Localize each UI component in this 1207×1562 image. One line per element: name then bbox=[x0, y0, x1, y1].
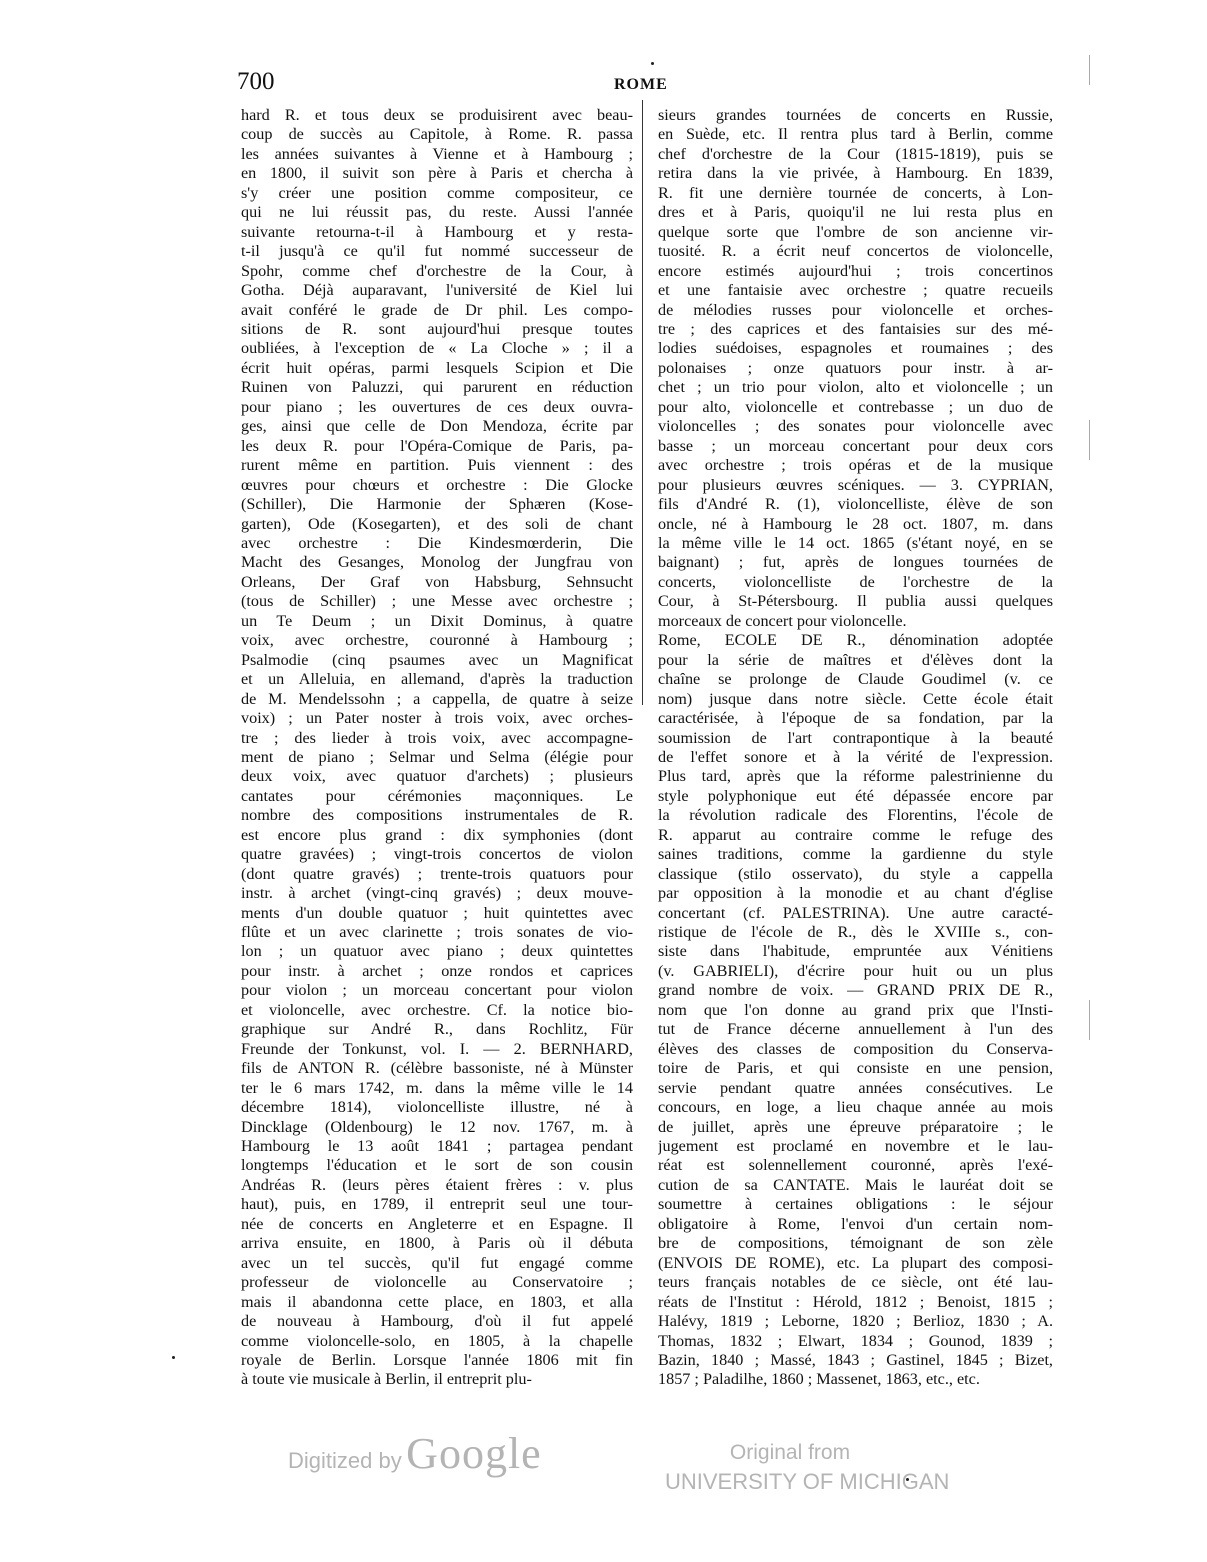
text-line: Spohr, comme chef d'orchestre de la Cour, à bbox=[241, 261, 633, 280]
text-line: de mélodies russes pour violoncelle et orches- bbox=[658, 300, 1053, 319]
text-line: (tous de Schiller) ; une Messe avec orchestre ; bbox=[241, 592, 633, 611]
google-watermark bbox=[288, 1428, 542, 1479]
text-line: avec un tel succès, qu'il fut engagé comme bbox=[241, 1253, 633, 1272]
text-line: la même ville le 14 oct. 1865 (s'étant noyé, en se bbox=[658, 533, 1053, 552]
text-line: t-il jusqu'à ce qu'il fut nommé successeur de bbox=[241, 242, 633, 261]
text-line: saines traditions, comme la gardienne du style bbox=[658, 845, 1053, 864]
text-line: style polyphonique eut été dépassée encore par bbox=[658, 786, 1053, 805]
text-line: ments d'un double quatuor ; huit quintettes avec bbox=[241, 903, 633, 922]
margin-line bbox=[1089, 55, 1090, 85]
text-line: tut de France décerne annuellement à l'un des bbox=[658, 1020, 1053, 1039]
text-line: nom) jusque dans notre siècle. Cette école était bbox=[658, 689, 1053, 708]
text-line: cution de sa CANTATE. Mais le lauréat doit se bbox=[658, 1175, 1053, 1194]
text-line: instr. à archet (vingt-cinq gravés) ; deux mouve- bbox=[241, 884, 633, 903]
text-line: classique (stilo osservato), du style a cappella bbox=[658, 864, 1053, 883]
text-line: lon ; un quatuor avec piano ; deux quintettes bbox=[241, 942, 633, 961]
google-logo: Google bbox=[406, 1429, 542, 1478]
text-line: baignant) ; fut, après de longues tournées de bbox=[658, 553, 1053, 572]
text-line: voix, avec orchestre, couronné à Hambourg ; bbox=[241, 631, 633, 650]
text-line: Macht des Gesanges, Monolog der Jungfrau von bbox=[241, 553, 633, 572]
text-line: deux voix, avec quatuor d'archets) ; plusieurs bbox=[241, 767, 633, 786]
text-line: quatre gravées) ; vingt-trois concertos de violon bbox=[241, 845, 633, 864]
text-line: R. apparut au contraire comme le refuge des bbox=[658, 825, 1053, 844]
text-line: cantates pour cérémonies maçonniques. Le bbox=[241, 786, 633, 805]
text-line: tre ; des caprices et des fantaisies sur des mé- bbox=[658, 319, 1053, 338]
text-line: pour la série de maîtres et d'élèves dont la bbox=[658, 650, 1053, 669]
text-line: voix) ; un Pater noster à trois voix, avec orches- bbox=[241, 709, 633, 728]
text-line: nombre des compositions instrumentales de R. bbox=[241, 806, 633, 825]
text-line: par opposition à la monodie et au chant d'église bbox=[658, 884, 1053, 903]
text-line: (v. GABRIELI), d'écrire pour huit ou un plus bbox=[658, 961, 1053, 980]
text-line: tre ; des lieder à trois voix, avec accompagne- bbox=[241, 728, 633, 747]
text-line: Freunde der Tonkunst, vol. I. — 2. BERNHARD, bbox=[241, 1039, 633, 1058]
text-line: Plus tard, après que la réforme palestrinienne du bbox=[658, 767, 1053, 786]
text-line: les deux R. pour l'Opéra-Comique de Paris, pa- bbox=[241, 436, 633, 455]
text-line: nom que l'on donne au grand prix que l'Insti- bbox=[658, 1000, 1053, 1019]
text-line: Thomas, 1832 ; Elwart, 1834 ; Gounod, 1839 ; bbox=[658, 1331, 1053, 1350]
text-line: pour alto, violoncelle et contrebasse ; un duo de bbox=[658, 397, 1053, 416]
text-line: et une fantaisie avec orchestre ; quatre recueils bbox=[658, 281, 1053, 300]
library-watermark bbox=[665, 1438, 950, 1496]
text-line: Halévy, 1819 ; Leborne, 1820 ; Berlioz, 1830 ; A. bbox=[658, 1312, 1053, 1331]
text-line: garten), Ode (Kosegarten), et des soli de chant bbox=[241, 514, 633, 533]
text-line: (dont quatre gravés) ; trente-trois quatuors pour bbox=[241, 864, 633, 883]
text-line: chet ; un trio pour violon, alto et violoncelle ; un bbox=[658, 378, 1053, 397]
text-line: réats de l'Institut : Hérold, 1812 ; Benoist, 1815 ; bbox=[658, 1292, 1053, 1311]
text-line: sieurs grandes tournées de concerts en Russie, bbox=[658, 106, 1053, 124]
text-line: ment de piano ; Selmar und Selma (élégie pour bbox=[241, 747, 633, 766]
text-line: pour piano ; les ouvertures de ces deux ouvra- bbox=[241, 397, 633, 416]
right-column bbox=[658, 106, 1053, 1390]
text-line: en 1800, il suivit son père à Paris et chercha à bbox=[241, 164, 633, 183]
text-line: Cour, à St-Pétersbourg. Il publia aussi quelques bbox=[658, 592, 1053, 611]
text-line: décembre 1814), violoncelliste illustre, né à bbox=[241, 1098, 633, 1117]
text-line: concertant (cf. PALESTRINA). Une autre caracté- bbox=[658, 903, 1053, 922]
text-line: quelque sorte que l'ombre de son ancienne vir- bbox=[658, 222, 1053, 241]
text-line: née de concerts en Angleterre et en Espagne. Il bbox=[241, 1214, 633, 1233]
text-line: jugement est proclamé en novembre et le lau- bbox=[658, 1137, 1053, 1156]
text-line: Bazin, 1840 ; Massé, 1843 ; Gastinel, 1845 ; Bizet, bbox=[658, 1351, 1053, 1369]
text-line: suivante retourna-t-il à Hambourg et y resta- bbox=[241, 222, 633, 241]
text-line: basse ; un morceau concertant pour deux cors bbox=[658, 436, 1053, 455]
text-line: teurs français notables de ce siècle, ont été lau- bbox=[658, 1273, 1053, 1292]
text-line: ristique de l'école de R., dès le XVIIIe s., con- bbox=[658, 923, 1053, 942]
text-line: (ENVOIS DE ROME), etc. La plupart des composi- bbox=[658, 1253, 1053, 1272]
text-line: Hambourg le 13 août 1841 ; partagea pendant bbox=[241, 1137, 633, 1156]
text-line: caractérisée, à l'époque de sa fondation, par la bbox=[658, 709, 1053, 728]
text-line: fils de ANTON R. (célèbre bassoniste, né à Münster bbox=[241, 1059, 633, 1078]
text-line: mais il abandonna cette place, en 1803, et alla bbox=[241, 1292, 633, 1311]
text-line: professeur de violoncelle au Conservatoire ; bbox=[241, 1273, 633, 1292]
text-line: Orleans, Der Graf von Habsburg, Sehnsucht bbox=[241, 572, 633, 591]
digitized-by-text: Digitized by bbox=[288, 1448, 402, 1473]
text-line: dres et à Paris, quoiqu'il ne lui resta plus en bbox=[658, 203, 1053, 222]
text-line: longtemps l'éducation et le sort de son cousin bbox=[241, 1156, 633, 1175]
text-line: rurent même en partition. Puis viennent : des bbox=[241, 456, 633, 475]
text-line: (Schiller), Die Harmonie der Sphæren (Kose- bbox=[241, 495, 633, 514]
left-column bbox=[241, 106, 633, 1390]
text-line: royale de Berlin. Lorsque l'année 1806 mit fin bbox=[241, 1351, 633, 1369]
text-line: ter le 6 mars 1742, m. dans la même ville le 14 bbox=[241, 1078, 633, 1097]
text-line: œuvres pour chœurs et orchestre : Die Glocke bbox=[241, 475, 633, 494]
text-line: arriva ensuite, en 1800, à Paris où il débuta bbox=[241, 1234, 633, 1253]
text-line: un Te Deum ; un Dixit Dominus, à quatre bbox=[241, 611, 633, 630]
text-line: pour violon ; un morceau concertant pour violon bbox=[241, 981, 633, 1000]
text-line: pour plusieurs œuvres scéniques. — 3. CYPRIAN, bbox=[658, 475, 1053, 494]
margin-line bbox=[1089, 1000, 1090, 1040]
text-line: R. fit une dernière tournée de concerts, à Lon- bbox=[658, 183, 1053, 202]
text-line: oubliées, à l'exception de « La Cloche » ; il a bbox=[241, 339, 633, 358]
text-line: Dincklage (Oldenbourg) le 12 nov. 1767, m. à bbox=[241, 1117, 633, 1136]
text-line: est encore plus grand : dix symphonies (dont bbox=[241, 825, 633, 844]
text-line: hard R. et tous deux se produisirent avec beau- bbox=[241, 106, 633, 124]
text-line: 1857 ; Paladilhe, 1860 ; Massenet, 1863, etc., etc. bbox=[658, 1370, 980, 1389]
text-line: sitions de R. sont aujourd'hui presque toutes bbox=[241, 319, 633, 338]
text-line: encore estimés aujourd'hui ; trois concertinos bbox=[658, 261, 1053, 280]
text-line: lodies suédoises, espagnoles et roumaines ; des bbox=[658, 339, 1053, 358]
text-line: de juillet, après une épreuve préparatoire ; le bbox=[658, 1117, 1053, 1136]
original-from-text: Original from bbox=[729, 1441, 851, 1464]
text-line: haut), puis, en 1789, il entreprit seul une tour- bbox=[241, 1195, 633, 1214]
text-line: grand nombre de voix. — GRAND PRIX DE R., bbox=[658, 981, 1053, 1000]
text-line: en Suède, etc. Il rentra plus tard à Berlin, comme bbox=[658, 125, 1053, 144]
text-line: avec orchestre : Die Kindesmœrderin, Die bbox=[241, 533, 633, 552]
text-line: flûte et un avec clarinette ; trois sonates de vio- bbox=[241, 923, 633, 942]
text-line: concerts, violoncelliste de l'orchestre de la bbox=[658, 572, 1053, 591]
text-line: soumettre à certaines obligations : le séjour bbox=[658, 1195, 1053, 1214]
text-line: polonaises ; onze quatuors pour instr. à ar- bbox=[658, 358, 1053, 377]
top-dot bbox=[651, 62, 654, 65]
text-line: s'y créer une position comme compositeur, ce bbox=[241, 183, 633, 202]
text-line: concours, en loge, a lieu chaque année au mois bbox=[658, 1098, 1053, 1117]
text-line: soumission de l'art contrapontique à la beauté bbox=[658, 728, 1053, 747]
text-line: retira dans la vie privée, à Hambourg. En 1839, bbox=[658, 164, 1053, 183]
text-line: réat est solennellement couronné, après l'exé- bbox=[658, 1156, 1053, 1175]
text-line: écrit huit opéras, parmi lesquels Scipion et Die bbox=[241, 358, 633, 377]
text-line: la révolution radicale des Florentins, l'école de bbox=[658, 806, 1053, 825]
text-line: oncle, né à Hambourg le 28 oct. 1807, m. dans bbox=[658, 514, 1053, 533]
text-line: siste dans l'habitude, empruntée aux Vénitiens bbox=[658, 942, 1053, 961]
margin-line bbox=[1089, 420, 1090, 460]
text-line: ges, ainsi que celle de Don Mendoza, écrite par bbox=[241, 417, 633, 436]
text-line: Gotha. Déjà auparavant, l'université de Kiel lui bbox=[241, 281, 633, 300]
text-line: chef d'orchestre de la Cour (1815-1819), puis se bbox=[658, 144, 1053, 163]
text-line: et violoncelle, avec orchestre. Cf. la notice bio- bbox=[241, 1000, 633, 1019]
text-line: de l'effet sonore et à la vérité de l'expression. bbox=[658, 747, 1053, 766]
text-line: avait conféré le grade de Dr phil. Les compo- bbox=[241, 300, 633, 319]
text-line: Andréas R. (leurs pères étaient frères : v. plus bbox=[241, 1175, 633, 1194]
text-line: coup de succès au Capitole, à Rome. R. passa bbox=[241, 125, 633, 144]
page-number: 700 bbox=[237, 68, 275, 95]
stray-dot bbox=[172, 1356, 175, 1359]
text-line: Rome, ECOLE DE R., dénomination adoptée bbox=[658, 631, 1053, 650]
running-head: ROME bbox=[614, 76, 668, 93]
text-line: de M. Mendelssohn ; a cappella, de quatre à seize bbox=[241, 689, 633, 708]
text-line: avec orchestre ; trois opéras et de la musique bbox=[658, 456, 1053, 475]
text-line: Ruinen von Paluzzi, qui parurent en réduction bbox=[241, 378, 633, 397]
text-line: bre de compositions, témoignant de son zèle bbox=[658, 1234, 1053, 1253]
text-line: élèves des classes de composition du Conserva- bbox=[658, 1039, 1053, 1058]
text-line: servie pendant quatre années consécutives. Le bbox=[658, 1078, 1053, 1097]
text-line: violoncelles ; des sonates pour violoncelle avec bbox=[658, 417, 1053, 436]
text-line: de nouveau à Hambourg, d'où il fut appelé bbox=[241, 1312, 633, 1331]
text-line: et un Alleluia, en allemand, d'après la traduction bbox=[241, 670, 633, 689]
text-line: graphique sur André R., dans Rochlitz, Für bbox=[241, 1020, 633, 1039]
text-line: pour instr. à archet ; onze rondos et caprices bbox=[241, 961, 633, 980]
text-line: les années suivantes à Vienne et à Hambourg ; bbox=[241, 144, 633, 163]
text-line: tuosité. R. a écrit neuf concertos de violoncelle, bbox=[658, 242, 1053, 261]
text-line: Psalmodie (cinq psaumes avec un Magnificat bbox=[241, 650, 633, 669]
institution-name: UNIVERSITY OF MICHIGAN bbox=[665, 1469, 950, 1494]
text-line: morceaux de concert pour violoncelle. bbox=[658, 611, 907, 630]
text-line: à toute vie musicale à Berlin, il entreprit plu- bbox=[241, 1370, 532, 1389]
text-line: fils d'André R. (1), violoncelliste, élève de son bbox=[658, 495, 1053, 514]
text-line: obligatoire à Rome, l'envoi d'un certain nom- bbox=[658, 1214, 1053, 1233]
text-line: toire de Paris, et qui consiste en une pension, bbox=[658, 1059, 1053, 1078]
text-line: qui ne lui réussit pas, du reste. Aussi l'année bbox=[241, 203, 633, 222]
text-line: comme violoncelle-solo, en 1805, à la chapelle bbox=[241, 1331, 633, 1350]
text-line: chaîne se prolonge de Claude Goudimel (v. ce bbox=[658, 670, 1053, 689]
column-divider bbox=[642, 100, 643, 705]
